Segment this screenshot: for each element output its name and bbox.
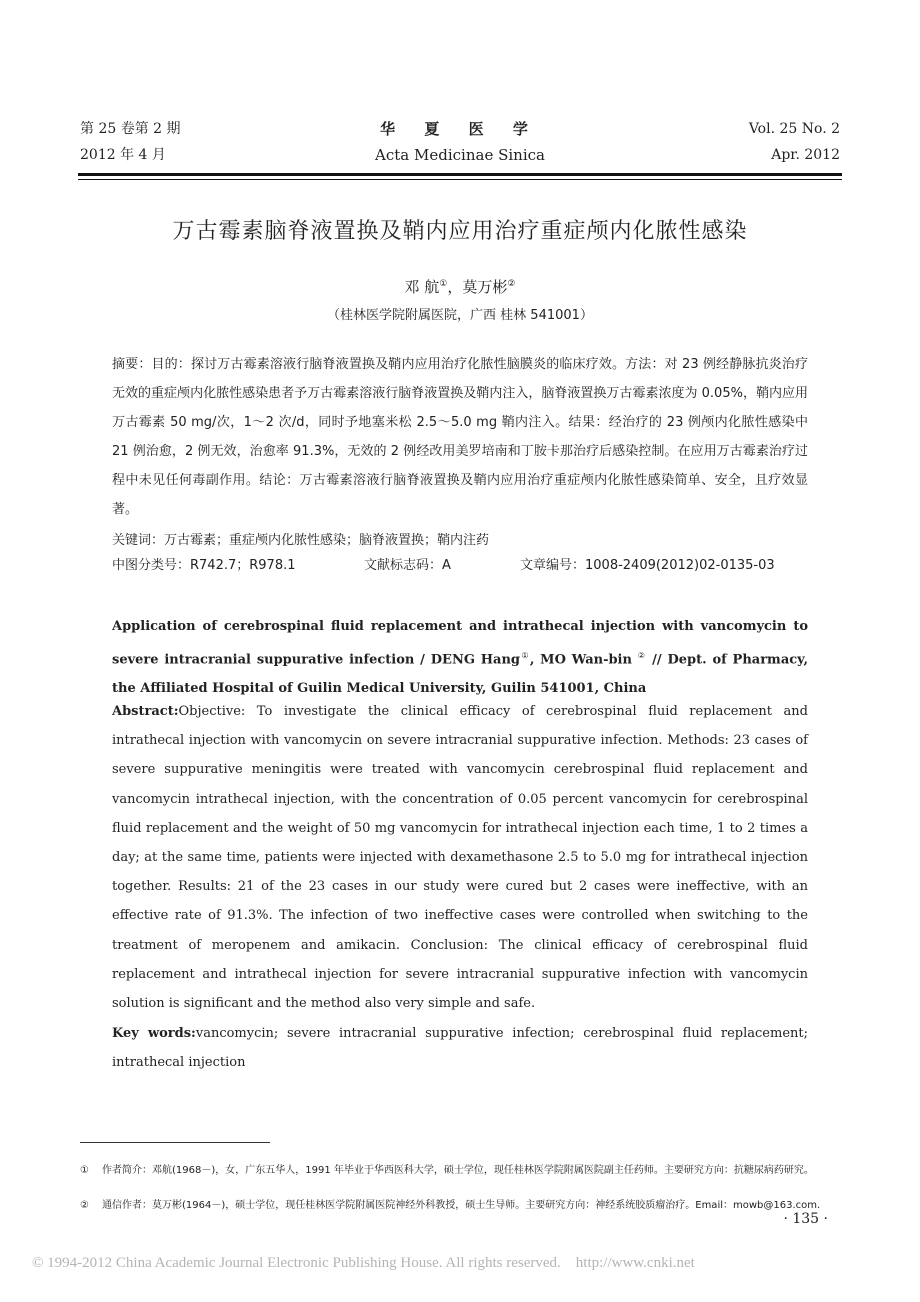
english-author-1-mark: ① (520, 651, 530, 660)
journal-name-zh: 华 夏 医 学 (380, 120, 540, 138)
author-2-mark: ② (507, 279, 516, 289)
author-1: 邓 航 (404, 278, 440, 296)
journal-name-en: Acta Medicinae Sinica (375, 146, 545, 164)
article-title: 万古霉素脑脊液置换及鞘内应用治疗重症颅内化脓性感染 (172, 219, 748, 244)
english-title-text: Application of cerebrospinal fluid replacement and intrathecal injection with vancomycin to severe intracranial suppurative infection / DENG Hang (112, 619, 808, 668)
footnote-2 (80, 1197, 840, 1214)
keywords-en-text: vancomycin; severe intracranial suppurative infection; cerebrospinal fluid replacement; intrathecal injection (112, 1026, 808, 1070)
affiliation: （桂林医学院附属医院，广西 桂林 541001） (327, 308, 593, 323)
document-code: 文献标志码：A (364, 558, 451, 573)
abstract-en (112, 697, 808, 1018)
header-rule-thin (78, 179, 842, 180)
footnote-rule (80, 1142, 270, 1143)
footnote-1 (80, 1162, 840, 1179)
keywords-zh: 关键词：万古霉素；重症颅内化脓性感染；脑脊液置换；鞘内注药 (112, 533, 490, 548)
footnote-1-mark: ① (80, 1165, 89, 1176)
keywords-en (112, 1019, 808, 1077)
classification-line (112, 553, 812, 579)
header-center (80, 116, 840, 168)
author-line (0, 276, 920, 297)
journal-header (80, 116, 840, 168)
english-title (112, 612, 808, 703)
volume-zh: 第 25 卷第 2 期 (80, 121, 181, 137)
header-rule-thick (78, 173, 842, 176)
footnote-2-mark: ② (80, 1200, 89, 1211)
keywords-en-label: Key words: (112, 1026, 196, 1041)
footnote-2-text: 通信作者：莫万彬(1964－)，硕士学位，现任桂林医学院附属医院神经外科教授，硕士生导师。主要研究方向：神经系统胶质瘤治疗。Email：mowb@163.com. (102, 1200, 821, 1211)
page-number: · 135 · (783, 1211, 828, 1227)
abstract-en-text: Objective: To investigate the clinical efficacy of cerebrospinal fluid replacement and intrathecal injection with vancomycin on severe intracranial suppurative infection. Methods: 23 cases of severe suppurative meningitis were treated with vancomycin cerebrospinal fluid replacement and vancomycin intrathecal injection, with the concentration of 0.05 percent vancomycin for cerebrospinal fluid replacement and the weight of 50 mg vancomycin for intrathecal injection each time, 1 to 2 times a day; at the same time, patients were injected with dexamethasone 2.5 to 5.0 mg for intrathecal injection together. Results: 21 of the 23 cases in our study were cured but 2 cases were ineffective, with an effective rate of 91.3%. The infection of two ineffective cases were controlled when switching to the treatment of meropenem and amikacin. Conclusion: The clinical efficacy of cerebrospinal fluid replacement and intrathecal injection for severe intracranial suppurative infection with vancomycin solution is significant and the method also very simple and safe. (112, 704, 808, 1012)
author-2: 莫万彬 (462, 278, 508, 296)
english-author-2: , MO Wan-bin (529, 652, 638, 668)
footnote-1-text: 作者简介：邓航(1968－)，女，广东五华人，1991 年毕业于华西医科大学，硕士学位，现任桂林医学院附属医院副主任药师。主要研究方向：抗糖尿病药研究。 (102, 1165, 814, 1176)
article-id: 文章编号：1008-2409(2012)02-0135-03 (520, 558, 775, 573)
date-en: Apr. 2012 (771, 147, 840, 163)
english-affiliation: // Dept. of Pharmacy, the Affiliated Hospital of Guilin Medical University, Guilin 541001, China (112, 652, 808, 697)
author-1-mark: ① (439, 279, 448, 289)
author-separator: ， (447, 278, 463, 296)
abstract-zh: 摘要：目的：探讨万古霉素溶液行脑脊液置换及鞘内应用治疗化脓性脑膜炎的临床疗效。方法：对 23 例经静脉抗炎治疗无效的重症颅内化脓性感染患者予万古霉素溶液行脑脊液置换及鞘内注入，脑脊液置换万古霉素浓度为 0.05%，鞘内应用万古霉素 50 mg/次，1～2 次/d，同时予地塞米松 2.5～5.0 mg 鞘内注入。结果：经治疗的 23 例颅内化脓性感染中 21 例治愈，2 例无效，治愈率 91.3%，无效的 2 例经改用美罗培南和丁胺卡那治疗后感染控制。在应用万古霉素治疗过程中未见任何毒副作用。结论：万古霉素溶液行脑脊液置换及鞘内应用治疗重症颅内化脓性感染简单、安全，且疗效显著。 (112, 357, 808, 517)
english-author-2-mark: ② (637, 651, 647, 660)
abstract-en-label: Abstract: (112, 704, 179, 719)
copyright-line: © 1994-2012 China Academic Journal Electronic Publishing House. All rights reserved. http://www.cnki.net (32, 1255, 695, 1271)
date-zh: 2012 年 4 月 (80, 147, 166, 163)
clc-number: 中图分类号：R742.7；R978.1 (112, 558, 296, 573)
header-right (749, 116, 840, 168)
volume-en: Vol. 25 No. 2 (748, 121, 840, 137)
